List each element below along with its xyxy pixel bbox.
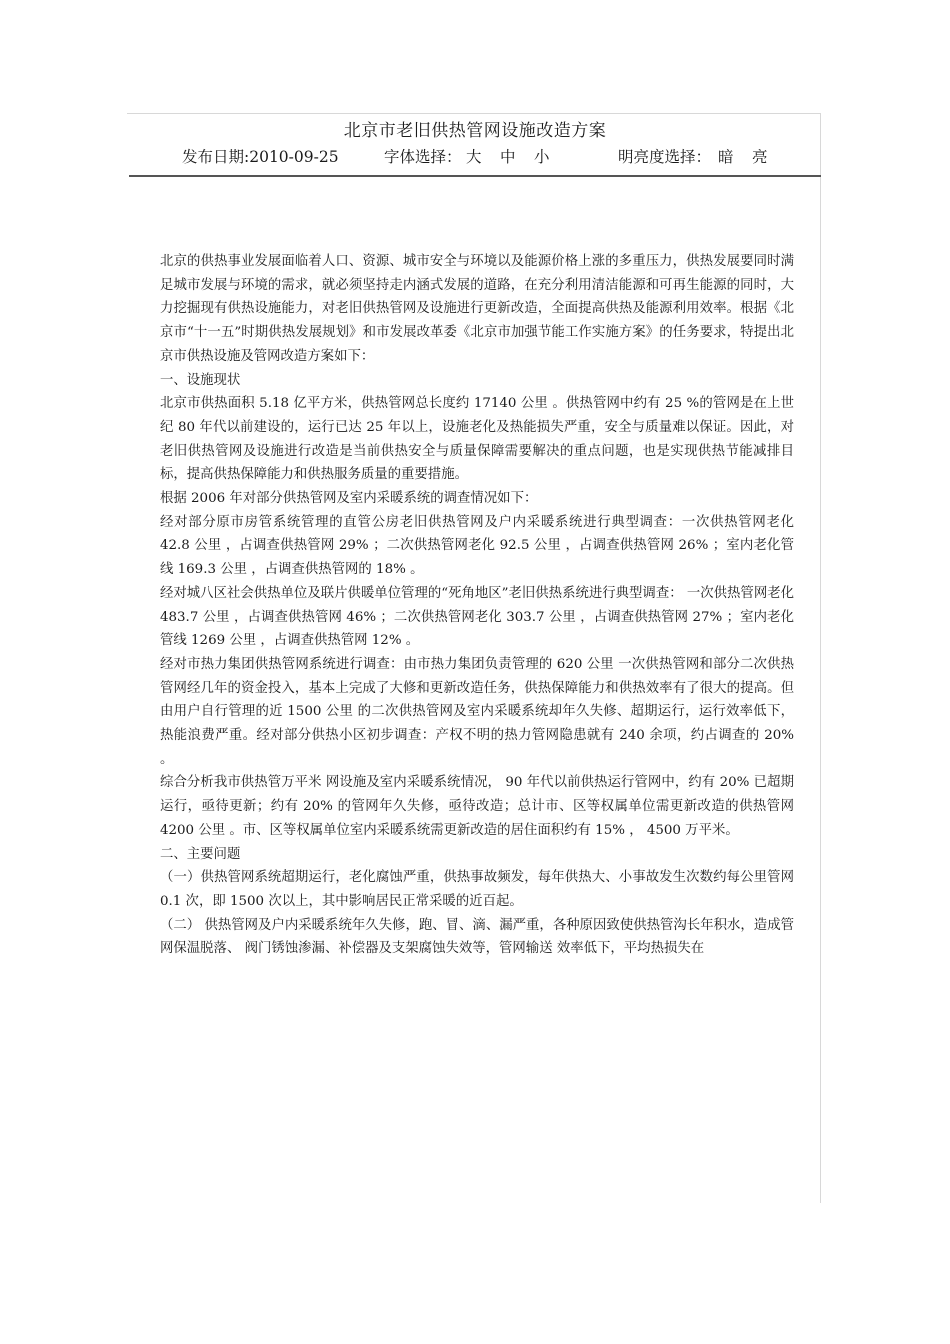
paragraph: 经对城八区社会供热单位及联片供暖单位管理的“死角地区”老旧供热系统进行典型调查： 一次供热管网老化 483.7 公里 ，占调查供热管网 46% ；二次供热管网老化 303.7 公里 ，占调查供热管网 27% ；室内老化管线 1269 公里 ，占调查供热管网 12% 。 xyxy=(160,585,794,649)
brightness-label: 明亮度选择： xyxy=(618,148,712,166)
font-size-label: 字体选择： xyxy=(384,148,462,166)
font-size-medium-link[interactable]: 中 xyxy=(500,148,516,166)
paragraph: （二） 供热管网及户内采暖系统年久失修，跑、冒、滴、漏严重，各种原因致使供热管沟长年积水，造成管网保温脱落、 阀门锈蚀渗漏、补偿器及支架腐蚀失效等，管网输送 效率低下，平均热损失在 xyxy=(160,917,794,957)
article-body xyxy=(160,250,794,961)
brightness-light-link[interactable]: 亮 xyxy=(752,148,768,166)
paragraph: （一）供热管网系统超期运行，老化腐蚀严重，供热事故频发，每年供热大、小事故发生次数约每公里管网 0.1 次，即 1500 次以上，其中影响居民正常采暖的近百起。 xyxy=(160,870,794,909)
brightness-dark-link[interactable]: 暗 xyxy=(718,148,734,166)
publish-date: 发布日期:2010-09-25 xyxy=(182,148,339,166)
header-divider xyxy=(129,175,821,177)
paragraph: 经对市热力集团供热管网系统进行调查：由市热力集团负责管理的 620 公里 一次供热管网和部分二次供热管网经几年的资金投入，基本上完成了大修和更新改造任务，供热保障能力和供热效率有了很大的提高。但由用户自行管理的近 1500 公里 的二次供热管网及室内采暖系统却年久失修、超期运行，运行效率低下，热能浪费严重。经对部分供热小区初步调查：产权不明的热力管网隐患就有 240 余项，约占调查的 20% 。 xyxy=(160,656,794,767)
paragraph: 经对部分原市房管系统管理的直管公房老旧供热管网及户内采暖系统进行典型调查：一次供热管网老化 42.8 公里 ，占调查供热管网 29% ；二次供热管网老化 92.5 公里 ，占调查供热管网 26% ；室内老化管线 169.3 公里 ，占调查供热管网的 18% 。 xyxy=(160,514,794,578)
section-heading: 一、设施现状 xyxy=(160,372,241,388)
paragraph: 北京市供热面积 5.18 亿平方米，供热管网总长度约 17140 公里 。供热管网中约有 25 %的管网是在上世纪 80 年代以前建设的，运行已达 25 年以上，设施老化及热能损失严重，安全与质量难以保证。因此，对老旧供热管网及设施进行改造是当前供热安全与质量保障需要解决的重点问题，也是实现供热节能减排目标，提高供热保障能力和供热服务质量的重要措施。 xyxy=(160,396,794,483)
paragraph: 综合分析我市供热管万平米 网设施及室内采暖系统情况， 90 年代以前供热运行管网中，约有 20% 已超期运行，亟待更新；约有 20% 的管网年久失修，亟待改造；总计市、区等权属单位需更新改造的供热管网 4200 公里 。市、区等权属单位室内采暖系统需更新改造的居住面积约有 15% ， 4500 万平米。 xyxy=(160,775,794,838)
font-size-large-link[interactable]: 大 xyxy=(466,148,482,166)
page-title: 北京市老旧供热管网设施改造方案 xyxy=(343,121,607,141)
paragraph: 根据 2006 年对部分供热管网及室内采暖系统的调查情况如下： xyxy=(160,491,538,507)
font-size-small-link[interactable]: 小 xyxy=(534,148,550,166)
paragraph-intro: 北京的供热事业发展面临着人口、资源、城市安全与环境以及能源价格上涨的多重压力，供热发展要同时满足城市发展与环境的需求，就必须坚持走内涵式发展的道路，在充分利用清洁能源和可再生能源的同时，大力挖掘现有供热设施能力，对老旧供热管网及设施进行更新改造，全面提高供热及能源利用效率。根据《北京市“十一五”时期供热发展规划》和市发展改革委《北京市加强节能工作实施方案》的任务要求，特提出北京市供热设施及管网改造方案如下： xyxy=(160,254,794,364)
section-heading: 二、主要问题 xyxy=(160,846,241,862)
meta-bar xyxy=(0,145,950,165)
